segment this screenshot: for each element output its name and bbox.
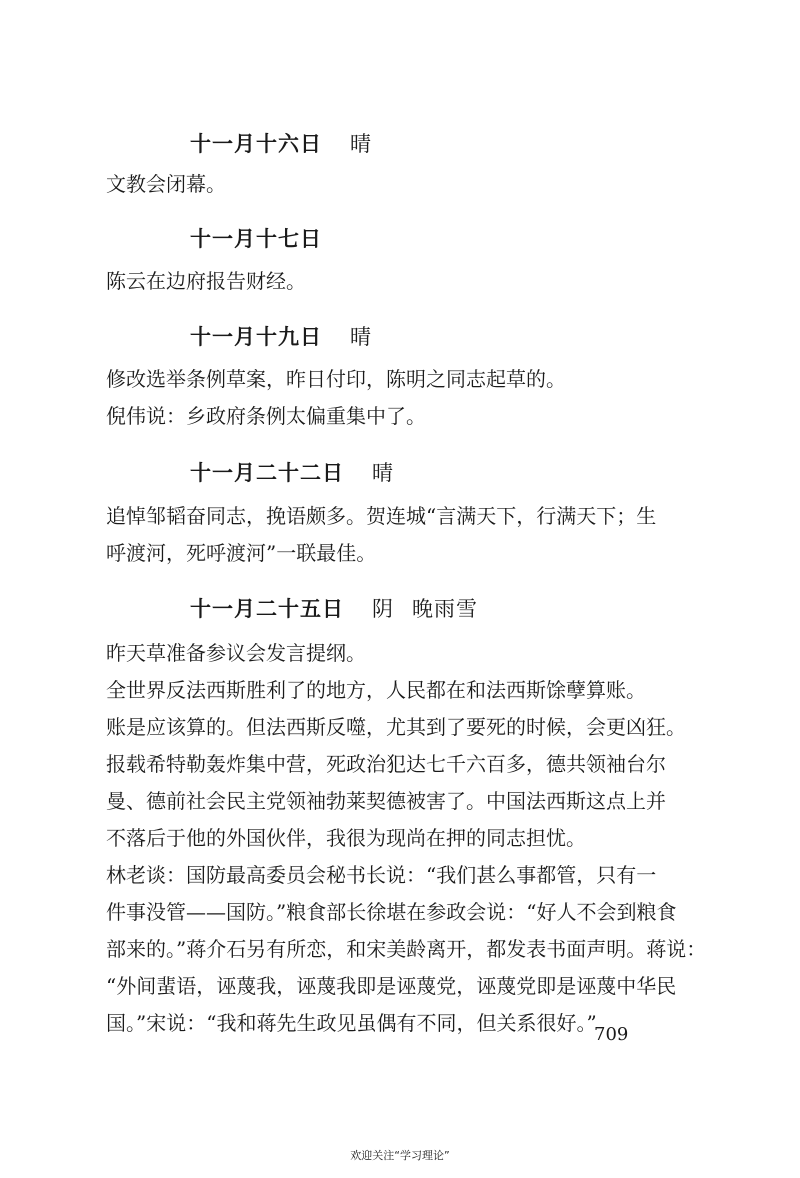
text-line: 账是应该算的。但法西斯反噬，尤其到了要死的时候，会更凶狂。 xyxy=(106,715,686,739)
entry-body xyxy=(106,166,646,203)
entry-heading xyxy=(190,457,394,487)
page-number: 709 xyxy=(594,1024,629,1045)
text-line: 部来的。”蒋介石另有所恋，和宋美龄离开，都发表书面声明。蒋说： xyxy=(106,937,707,961)
entry-heading xyxy=(190,593,478,623)
text-line: 不落后于他的外国伙伴，我很为现尚在押的同志担忧。 xyxy=(106,826,586,850)
text-line: 件事没管——国防。”粮食部长徐堪在参政会说：“好人不会到粮食 xyxy=(106,900,677,924)
text-line: 修改选举条例草案，昨日付印，陈明之同志起草的。 xyxy=(106,367,566,391)
text-line: 报载希特勒轰炸集中营，死政治犯达七千六百多，德共领袖台尔 xyxy=(106,752,666,776)
entry-weather: 晴 xyxy=(350,132,372,156)
entry-date: 十一月十九日 xyxy=(190,324,322,349)
entry-body xyxy=(106,498,657,572)
text-line: 昨天草准备参议会发言提纲。 xyxy=(106,641,366,665)
text-line: 追悼邹韬奋同志，挽语颇多。贺连城“言满天下，行满天下；生 xyxy=(106,504,657,528)
text-line: 陈云在边府报告财经。 xyxy=(106,269,306,293)
entry-heading xyxy=(190,223,322,253)
text-line: 全世界反法西斯胜利了的地方，人民都在和法西斯馀孽算账。 xyxy=(106,678,646,702)
entry-body xyxy=(106,361,646,435)
entry-date: 十一月二十五日 xyxy=(190,596,344,621)
text-line: 国。”宋说：“我和蒋先生政见虽偶有不同，但关系很好。” xyxy=(106,1011,597,1035)
entry-date: 十一月十七日 xyxy=(190,226,322,251)
entry-weather-secondary: 晚雨雪 xyxy=(412,597,478,621)
text-line: 倪伟说：乡政府条例太偏重集中了。 xyxy=(106,404,426,428)
entry-heading xyxy=(190,128,372,158)
text-line: 曼、德前社会民主党领袖勃莱契德被害了。中国法西斯这点上并 xyxy=(106,789,666,813)
entry-weather: 晴 xyxy=(350,325,372,349)
text-line: 呼渡河，死呼渡河”一联最佳。 xyxy=(106,541,377,565)
entry-date: 十一月十六日 xyxy=(190,131,322,156)
entry-body xyxy=(106,263,646,300)
entry-date: 十一月二十二日 xyxy=(190,460,344,485)
entry-weather: 晴 xyxy=(372,461,394,485)
entry-weather: 阴 xyxy=(372,597,394,621)
footer-note: 欢迎关注“学习理论” xyxy=(350,1149,450,1162)
entry-heading xyxy=(190,321,372,351)
text-line: “外间蜚语，诬蔑我，诬蔑我即是诬蔑党，诬蔑党即是诬蔑中华民 xyxy=(106,974,677,998)
text-line: 文教会闭幕。 xyxy=(106,172,226,196)
text-line: 林老谈：国防最高委员会秘书长说：“我们甚么事都管，只有一 xyxy=(106,863,657,887)
entry-body xyxy=(106,635,707,1042)
